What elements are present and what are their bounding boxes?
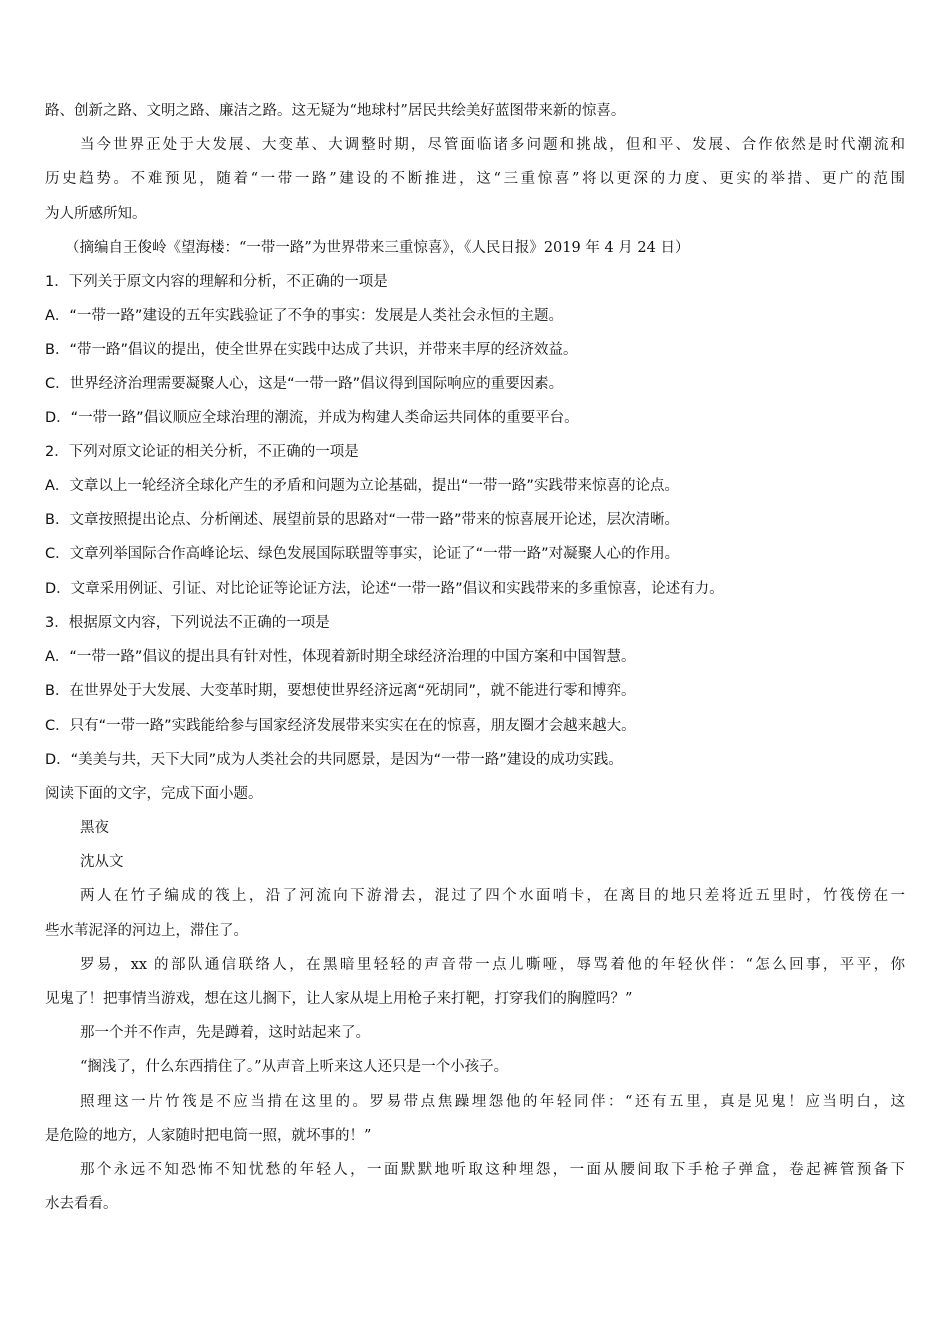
story-author: 沈从文 (80, 854, 124, 870)
question-2-option-b[interactable]: B．文章按照提出论点、分析阐述、展望前景的思路对“一带一路”带来的惊喜展开论述，层次清晰。 (45, 512, 679, 528)
story-line: 些水苇泥泽的河边上，滞住了。 (45, 923, 248, 939)
story-line: 两人在竹子编成的筏上，沿了河流向下游滑去，混过了四个水面哨卡，在离目的地只差将近五里时，竹筏傍在一 (80, 888, 905, 904)
question-1-option-c[interactable]: C．世界经济治理需要凝聚人心，这是“一带一路”倡议得到国际响应的重要因素。 (45, 376, 564, 392)
question-3-stem: 3．根据原文内容，下列说法不正确的一项是 (45, 615, 330, 631)
passage-paragraph-line: 历史趋势。不难预见，随着“一带一路”建设的不断推进，这“三重惊喜”将以更深的力度、更实的举措、更广的范围 (45, 171, 905, 187)
passage-paragraph-line: 当今世界正处于大发展、大变革、大调整时期，尽管面临诸多问题和挑战，但和平、发展、合作依然是时代潮流和 (80, 137, 905, 153)
story-line: “搁浅了，什么东西掯住了。”从声音上听来这人还只是一个小孩子。 (80, 1059, 509, 1075)
story-line: 见鬼了！把事情当游戏，想在这儿搁下，让人家从堤上用枪子来打靶，打穿我们的胸膛吗？” (45, 991, 633, 1007)
question-1-option-d[interactable]: D．“一带一路”倡议顺应全球治理的潮流，并成为构建人类命运共同体的重要平台。 (45, 410, 579, 426)
question-1-stem: 1．下列关于原文内容的理解和分析，不正确的一项是 (45, 274, 388, 290)
story-line: 是危险的地方，人家随时把电筒一照，就坏事的！” (45, 1128, 372, 1144)
story-line: 罗易，xx 的部队通信联络人，在黑暗里轻轻的声音带一点儿嘶哑，辱骂着他的年轻伙伴：“怎么回事，平平，你 (80, 957, 905, 973)
question-3-option-a[interactable]: A．“一带一路”倡议的提出具有针对性，体现着新时期全球经济治理的中国方案和中国智慧。 (45, 649, 636, 665)
question-2-option-a[interactable]: A．文章以上一轮经济全球化产生的矛盾和问题为立论基础，提出“一带一路”实践带来惊喜的论点。 (45, 478, 679, 494)
passage-source: （摘编自王俊岭《望海楼：“一带一路”为世界带来三重惊喜》，《人民日报》2019 年 4 月 24 日） (65, 240, 690, 256)
question-3-option-d[interactable]: D．“美美与共，天下大同”成为人类社会的共同愿景，是因为“一带一路”建设的成功实践。 (45, 752, 623, 768)
passage-continuation: 路、创新之路、文明之路、廉洁之路。这无疑为“地球村”居民共绘美好蓝图带来新的惊喜。 (45, 103, 626, 119)
question-1-option-b[interactable]: B．“带一路”倡议的提出，使全世界在实践中达成了共识，并带来丰厚的经济效益。 (45, 342, 578, 358)
story-line: 那个永远不知恐怖不知忧愁的年轻人，一面默默地听取这种埋怨，一面从腰间取下手枪子弹盒，卷起裤管预备下 (80, 1162, 905, 1178)
reading-instruction: 阅读下面的文字，完成下面小题。 (45, 786, 263, 802)
story-line: 那一个并不作声，先是蹲着，这时站起来了。 (80, 1025, 370, 1041)
passage-paragraph-line: 为人所感所知。 (45, 206, 147, 222)
question-2-stem: 2．下列对原文论证的相关分析，不正确的一项是 (45, 444, 359, 460)
story-line: 照理这一片竹筏是不应当掯在这里的。罗易带点焦躁埋怨他的年轻同伴：“还有五里，真是见鬼！应当明白，这 (80, 1094, 905, 1110)
story-title: 黑夜 (80, 820, 109, 836)
question-2-option-d[interactable]: D．文章采用例证、引证、对比论证等论证方法，论述“一带一路”倡议和实践带来的多重惊喜，论述有力。 (45, 581, 724, 597)
story-line: 水去看看。 (45, 1196, 118, 1212)
question-2-option-c[interactable]: C．文章列举国际合作高峰论坛、绿色发展国际联盟等事实，论证了“一带一路”对凝聚人心的作用。 (45, 546, 680, 562)
question-3-option-b[interactable]: B．在世界处于大发展、大变革时期，要想使世界经济远离“死胡同”，就不能进行零和博弈。 (45, 683, 636, 699)
question-1-option-a[interactable]: A．“一带一路”建设的五年实践验证了不争的事实：发展是人类社会永恒的主题。 (45, 308, 563, 324)
question-3-option-c[interactable]: C．只有“一带一路”实践能给参与国家经济发展带来实实在在的惊喜，朋友圈才会越来越大。 (45, 718, 636, 734)
